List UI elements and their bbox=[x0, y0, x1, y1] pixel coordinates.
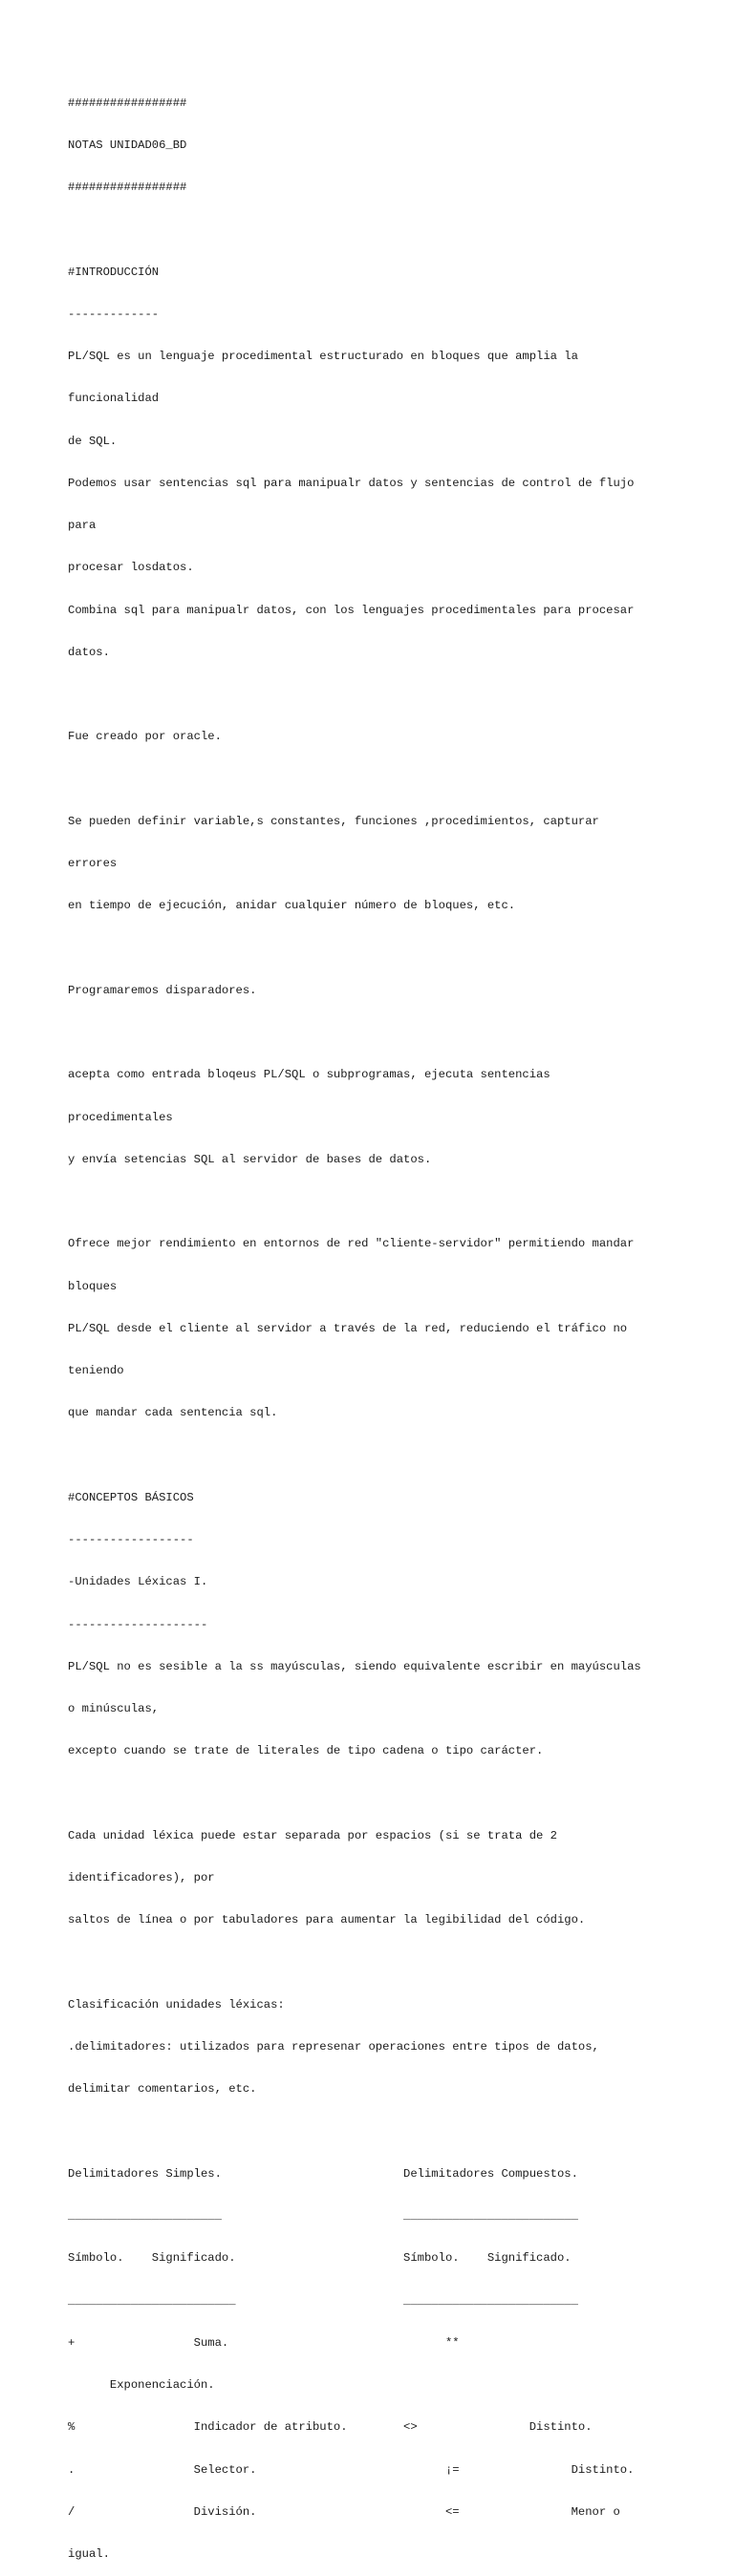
text-line: PL/SQL es un lenguaje procedimental estructurado en bloques que amplia la bbox=[68, 350, 578, 363]
table-row: . Selector. ¡= Distinto. bbox=[68, 2462, 635, 2477]
document-title: NOTAS UNIDAD06_BD bbox=[68, 138, 187, 152]
table-row: Exponenciación. bbox=[68, 2378, 215, 2392]
table-heading-line: Delimitadores Simples. Delimitadores Compuestos. bbox=[68, 2166, 578, 2181]
blank-line bbox=[68, 1026, 699, 1040]
text-line: procesar losdatos. bbox=[68, 561, 194, 575]
text-line: y envía setencias SQL al servidor de bases de datos. bbox=[68, 1152, 432, 1166]
text-line: en tiempo de ejecución, anidar cualquier número de bloques, etc. bbox=[68, 899, 516, 913]
blank-line bbox=[68, 1787, 699, 1801]
text-line: excepto cuando se trate de literales de tipo cadena o tipo carácter. bbox=[68, 1744, 544, 1758]
text-line: Podemos usar sentencias sql para manipualr datos y sentencias de control de flujo bbox=[68, 476, 635, 490]
table-row: + Suma. ** bbox=[68, 2335, 460, 2350]
table-row: igual. bbox=[68, 2547, 110, 2561]
blank-line bbox=[68, 773, 699, 787]
text-line: ################# bbox=[68, 181, 187, 194]
table-row: / División. <= Menor o bbox=[68, 2504, 620, 2519]
document-text bbox=[68, 68, 699, 2576]
table-header-line: Símbolo. Significado. Símbolo. Significado. bbox=[68, 2251, 572, 2266]
text-line: acepta como entrada bloqeus PL/SQL o subprogramas, ejecuta sentencias bbox=[68, 1068, 550, 1082]
text-line: Fue creado por oracle. bbox=[68, 730, 222, 744]
text-line: delimitar comentarios, etc. bbox=[68, 2082, 257, 2097]
text-line: Programaremos disparadores. bbox=[68, 983, 257, 997]
text-line: funcionalidad bbox=[68, 392, 160, 406]
text-line: Ofrece mejor rendimiento en entornos de red "cliente-servidor" permitiendo mandar bbox=[68, 1237, 635, 1251]
text-line: Clasificación unidades léxicas: bbox=[68, 1997, 285, 2012]
text-line: ################# bbox=[68, 96, 187, 110]
text-line: de SQL. bbox=[68, 434, 118, 448]
text-line: que mandar cada sentencia sql. bbox=[68, 1406, 278, 1420]
text-line: saltos de línea o por tabuladores para aumentar la legibilidad del código. bbox=[68, 1913, 586, 1927]
text-line: PL/SQL no es sesible a la ss mayúsculas, siendo equivalente escribir en mayúsculas bbox=[68, 1659, 641, 1673]
blank-line bbox=[68, 1956, 699, 1970]
table-row: % Indicador de atributo. <> Distinto. bbox=[68, 2420, 593, 2435]
blank-line bbox=[68, 223, 699, 237]
blank-line bbox=[68, 1449, 699, 1463]
blank-line bbox=[68, 942, 699, 956]
text-line: PL/SQL desde el cliente al servidor a través de la red, reduciendo el tráfico no bbox=[68, 1321, 628, 1335]
text-line: ------------------ bbox=[68, 1533, 194, 1546]
text-line: datos. bbox=[68, 645, 110, 659]
text-line: identificadores), por bbox=[68, 1871, 215, 1884]
text-line: errores bbox=[68, 857, 118, 870]
subsection-heading: -Unidades Léxicas I. bbox=[68, 1575, 208, 1589]
text-line: -------------------- bbox=[68, 1617, 208, 1631]
text-line: .delimitadores: utilizados para represenar operaciones entre tipos de datos, bbox=[68, 2040, 599, 2054]
text-line: o minúsculas, bbox=[68, 1702, 160, 1715]
blank-line bbox=[68, 1195, 699, 1209]
section-heading-conceptos: #CONCEPTOS BÁSICOS bbox=[68, 1490, 194, 1504]
text-line: procedimentales bbox=[68, 1110, 173, 1124]
table-rule-line: ________________________ _________________________ bbox=[68, 2293, 578, 2308]
blank-line bbox=[68, 688, 699, 702]
text-line: Se pueden definir variable,s constantes, funciones ,procedimientos, capturar bbox=[68, 814, 599, 828]
section-heading-introduccion: #INTRODUCCIÓN bbox=[68, 265, 160, 279]
text-line: bloques bbox=[68, 1279, 118, 1293]
text-line: Cada unidad léxica puede estar separada por espacios (si se trata de 2 bbox=[68, 1828, 557, 1842]
table-rule-line: ______________________ _________________________ bbox=[68, 2209, 578, 2223]
text-line: teniendo bbox=[68, 1364, 124, 1377]
text-line: para bbox=[68, 519, 97, 532]
blank-line bbox=[68, 2125, 699, 2140]
text-line: ------------- bbox=[68, 307, 160, 321]
text-line: Combina sql para manipualr datos, con los lenguajes procedimentales para procesar bbox=[68, 603, 635, 617]
